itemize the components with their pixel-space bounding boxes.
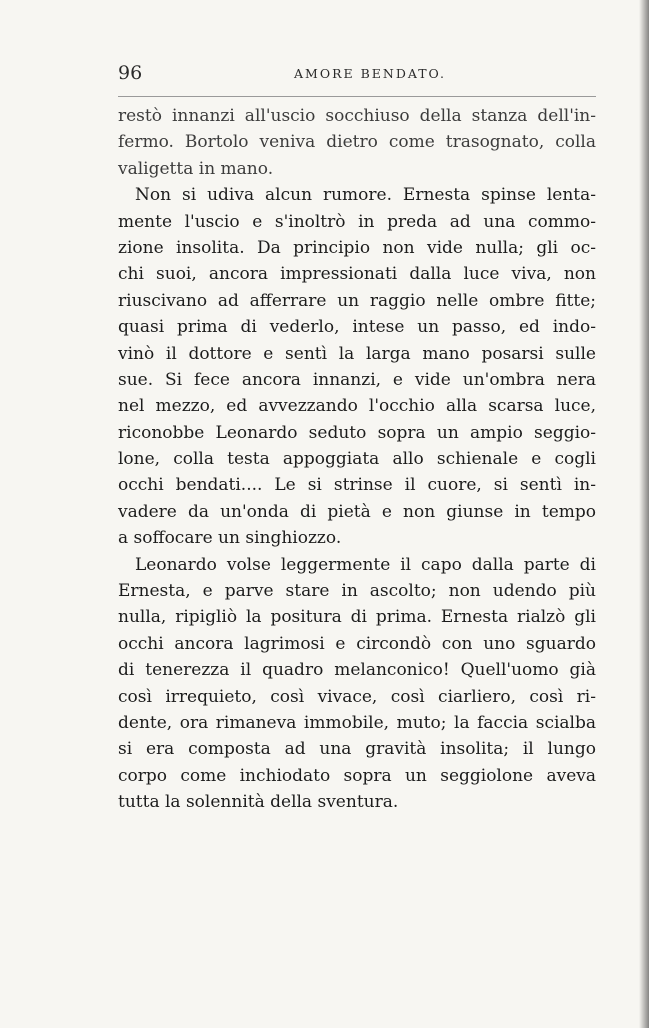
- text-line: nel mezzo, ed avvezzando l'occhio alla scarsa luce,: [118, 396, 596, 417]
- text-line: restò innanzi all'uscio socchiuso della stanza dell'in-: [118, 106, 596, 126]
- page-header: [118, 62, 598, 88]
- text-line: tutta la solennità della sventura.: [118, 792, 399, 813]
- page-edge-shadow: [639, 0, 649, 1028]
- text-line: Non si udiva alcun rumore. Ernesta spinse lenta-: [135, 185, 596, 206]
- text-line: vadere da un'onda di pietà e non giunse in tempo: [118, 501, 596, 522]
- text-line: lone, colla testa appoggiata allo schienale e cogli: [118, 449, 596, 470]
- text-line: così irrequieto, così vivace, così ciarliero, così ri-: [118, 686, 596, 707]
- text-line: si era composta ad una gravità insolita; il lungo: [118, 739, 596, 760]
- text-line: riuscivano ad afferrare un raggio nelle ombre fitte;: [118, 290, 596, 311]
- text-line: occhi ancora lagrimosi e circondò con uno sguardo: [118, 633, 596, 654]
- text-line: valigetta in mano.: [118, 158, 274, 179]
- header-rule: [118, 96, 596, 97]
- text-line: fermo. Bortolo veniva dietro come trasognato, colla: [118, 132, 596, 153]
- text-line: zione insolita. Da principio non vide nulla; gli oc-: [118, 237, 596, 258]
- text-line: vinò il dottore e sentì la larga mano posarsi sulle: [118, 343, 596, 364]
- body-text: [118, 103, 596, 816]
- text-line: riconobbe Leonardo seduto sopra un ampio seggio-: [118, 422, 596, 443]
- text-line: di tenerezza il quadro melanconico! Quell'uomo già: [118, 660, 596, 681]
- text-line: Leonardo volse leggermente il capo dalla parte di: [135, 554, 596, 575]
- text-line: sue. Si fece ancora innanzi, e vide un'ombra nera: [118, 369, 596, 390]
- text-line: nulla, ripigliò la positura di prima. Ernesta rialzò gli: [118, 607, 596, 628]
- text-line: dente, ora rimaneva immobile, muto; la faccia scialba: [118, 712, 596, 733]
- page-number: 96: [118, 62, 143, 84]
- text-line: corpo come inchiodato sopra un seggiolone aveva: [118, 765, 596, 786]
- text-line: quasi prima di vederlo, intese un passo, ed indo-: [118, 317, 596, 338]
- running-title: AMORE BENDATO.: [294, 66, 447, 81]
- text-line: occhi bendati.... Le si strinse il cuore, si sentì in-: [118, 475, 596, 496]
- text-line: chi suoi, ancora impressionati dalla luce viva, non: [118, 264, 596, 285]
- text-line: mente l'uscio e s'inoltrò in preda ad una commo-: [118, 211, 596, 232]
- text-line: Ernesta, e parve stare in ascolto; non udendo più: [118, 581, 596, 602]
- text-line: a soffocare un singhiozzo.: [118, 528, 342, 549]
